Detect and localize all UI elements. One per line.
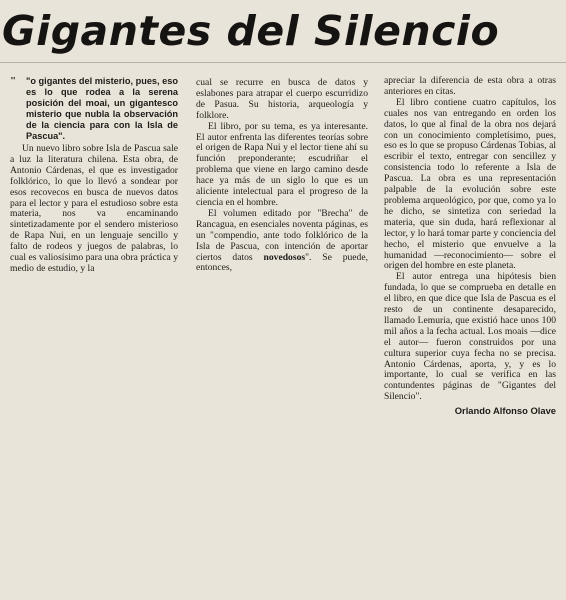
column-3-continuation: apreciar la diferencia de esta obra a otras anteriores en citas.	[384, 75, 556, 97]
headline-rule	[0, 62, 566, 63]
column-3-paragraph-2: El libro contiene cuatro capítulos, los cuales nos van entregando en orden los datos, lo que al final de la obra nos dejará con un conocimiento completísimo, pues, eso es lo que se propuso Cárdenas Tobias, al escribir el texto, entregar con sencillez y consistencia todo lo referente a Isla de Pascua. La obra es una representación palpable de la evolución sobre este problema arqueológico, por que, como ya lo he dicho, se sintetiza con seriedad la materia, que sin duda, hará reflexionar al lector, y lo hará tomar parte y conciencia del hecho, el misterio que envuelve a la humanidad —reconocimiento— sobre el origen del hombre en este planeta.	[384, 96, 556, 272]
column-1	[10, 76, 178, 275]
column-1-paragraph: Un nuevo libro sobre Isla de Pascua sale a luz la literatura chilena. Esta obra, de Antonio Cárdenas, el que es investigador folklórico, lo que lo llevó a sondear por esos recovecos en busca de nuevos datos para el lector y para el estudioso sobre esta materia, nos va encaminando sintetizadamente por el sendero misterioso de Rapa Nui, en un lenguaje sencillo y falto de rodeos y juegos de palabras, lo cual es valiosísimo para una obra práctica y medio de estudio, y la	[10, 143, 178, 274]
column-2-paragraph-3-bold: novedosos	[263, 251, 306, 263]
quote-mark: "	[10, 75, 16, 87]
column-3-paragraph-3: El autor entrega una hipótesis bien fundada, lo que se comprueba en detalle en el libro, en que dice que Isla de Pascua es el resto de un continente desaparecido, llamado Lemuria, que existió hace unos 100 mil años a la fecha actual. Los moais —dice el autor— fueron construidos por una cultura superior cuya fecha no se precisa. Antonio Cárdenas, aporta, y, y es lo importante, lo cual se verifica en las contundentes páginas de "Gigantes del Silencio".	[384, 271, 556, 403]
headline: Gigantes del Silencio	[2, 7, 500, 55]
column-2	[196, 78, 368, 274]
column-2-paragraph-2: El libro, por su tema, es ya interesante. El autor enfrenta las diferentes teorías sobre el origen de Rapa Nui y el lector tiene ahí su función preponderante; escudriñar el problema que viene en largo camino desde hace ya más de un siglo lo que es un aliciente intelectual para el progreso de la ciencia en el hombre.	[196, 120, 368, 208]
column-2-paragraph-3	[196, 209, 368, 274]
column-2-paragraph-3-part2: ". Se puede, entonces,	[196, 251, 369, 274]
lead-text: "o gigantes del misterio, pues, eso es lo que rodea a la serena posición del moai, un gigantesco misterio que nubla la observación de la ciencia para con la Isla de Pascua".	[26, 76, 178, 141]
lead-quote	[10, 76, 178, 142]
author-signature: Orlando Alfonso Olave	[454, 405, 556, 417]
column-3	[384, 76, 556, 417]
column-2-paragraph-3-part1: El volumen editado por "Brecha" de Rancagua, en esenciales noventa páginas, es un "compendio, ante todo folklórico de la Isla de Pascua, con intención de aportar ciertos datos	[196, 207, 368, 263]
column-2-continuation: cual se recurre en busca de datos y eslabones para atrapar el cuerpo escurridizo de Pasua. Su historia, arqueología y folklore.	[196, 77, 368, 121]
